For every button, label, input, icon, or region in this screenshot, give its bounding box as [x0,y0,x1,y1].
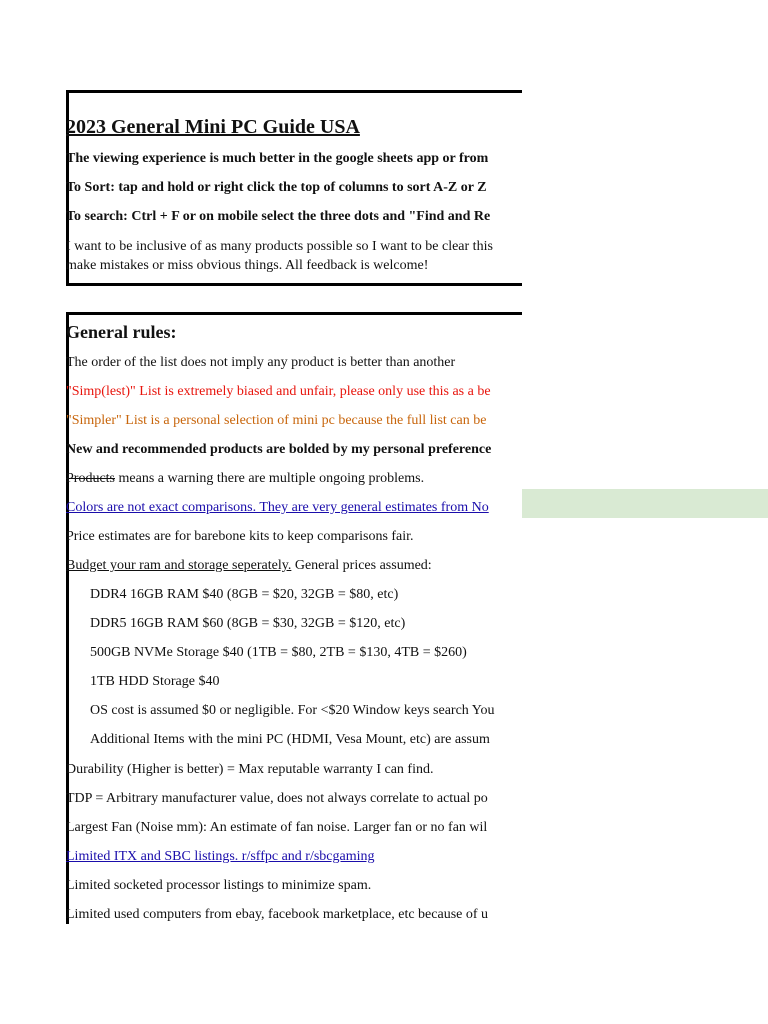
rule-itx-link[interactable]: Limited ITX and SBC listings. r/sffpc and r/sbcgaming [66,849,375,864]
price-os: OS cost is assumed $0 or negligible. For <$20 Window keys search You [90,703,495,718]
rule-budget [66,558,432,574]
highlight-cell [522,489,768,518]
page-title: 2023 General Mini PC Guide USA [66,116,360,138]
budget-rest: General prices assumed: [291,558,432,573]
rule-durability: Durability (Higher is better) = Max reputable warranty I can find. [66,762,434,777]
rule-simpler: "Simpler" List is a personal selection of mini pc because the full list can be [66,413,487,428]
rule-order: The order of the list does not imply any product is better than another [66,355,456,370]
price-hdd: 1TB HDD Storage $40 [90,674,220,689]
search-note: To search: Ctrl + F or on mobile select the three dots and "Find and Re [66,209,491,224]
rule-price: Price estimates are for barebone kits to keep comparisons fair. [66,529,414,544]
rule-warning-text: means a warning there are multiple ongoing problems. [115,471,425,486]
price-nvme: 500GB NVMe Storage $40 (1TB = $80, 2TB = $130, 4TB = $260) [90,645,467,660]
price-ddr5: DDR5 16GB RAM $60 (8GB = $30, 32GB = $120, etc) [90,616,406,631]
rule-warning [66,471,424,487]
rule-tdp: TDP = Arbitrary manufacturer value, does not always correlate to actual po [66,791,488,806]
rules-heading: General rules: [66,322,177,342]
strikethrough-products: Products [66,471,115,486]
budget-underlined: Budget your ram and storage seperately. [66,558,292,573]
rule-bolded: New and recommended products are bolded by my personal preference [66,442,492,457]
rule-simplest: "Simp(lest)" List is extremely biased and unfair, please only use this as a be [66,384,491,399]
rule-fan: Largest Fan (Noise mm): An estimate of fan noise. Larger fan or no fan wil [66,820,488,835]
price-ddr4: DDR4 16GB RAM $40 (8GB = $20, 32GB = $80, etc) [90,587,399,602]
rule-socketed: Limited socketed processor listings to minimize spam. [66,878,372,893]
price-additional: Additional Items with the mini PC (HDMI, Vesa Mount, etc) are assum [90,732,490,747]
inclusive-note-line1: I want to be inclusive of as many products possible so I want to be clear this [66,239,493,254]
header-top-border [66,90,522,93]
header-bottom-border [66,283,522,286]
sort-note: To Sort: tap and hold or right click the top of columns to sort A-Z or Z [66,180,487,195]
rules-top-border [66,312,522,315]
rule-used: Limited used computers from ebay, facebook marketplace, etc because of u [66,907,489,922]
inclusive-note-line2: make mistakes or miss obvious things. All feedback is welcome! [66,258,429,273]
rule-colors-link[interactable]: Colors are not exact comparisons. They are very general estimates from No [66,500,489,515]
viewing-note: The viewing experience is much better in the google sheets app or from [66,151,489,166]
